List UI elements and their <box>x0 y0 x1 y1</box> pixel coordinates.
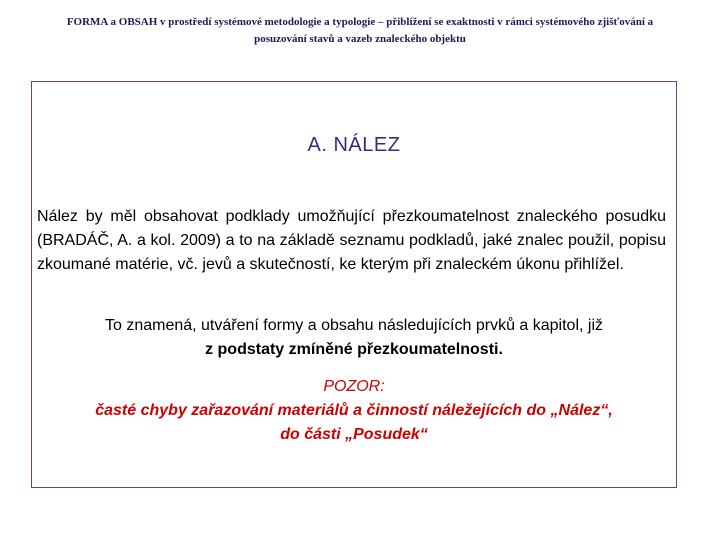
warning-label: POZOR: <box>323 378 385 395</box>
slide-title: A. NÁLEZ <box>307 134 401 156</box>
main-paragraph: Nález by měl obsahovat podklady umožňující přezkoumatelnost znaleckého posudku (BRADÁČ, A. a kol. 2009) a to na základě seznamu podkladů, jaké znalec použil, popisu zkoumané matérie, vč. jevů a skutečností, ke kterým při znaleckém úkonu přihlížel. <box>37 208 666 273</box>
warning-line-2: do části „Posudek“ <box>280 426 428 443</box>
emphasis-paragraph <box>32 314 676 362</box>
header-line-1: FORMA a OBSAH v prostředí systémové metodologie a typologie – přiblížení se exaktnosti v rámci systémového zjišťování a <box>66 16 654 28</box>
emphasis-line-1: To znamená, utváření formy a obsahu následujících prvků a kapitol, již <box>104 317 604 334</box>
emphasis-line-2: z podstaty zmíněné přezkoumatelnosti. <box>205 341 503 358</box>
warning-block <box>32 375 676 447</box>
header-line-2: posuzování stavů a vazeb znaleckého objektu <box>254 33 466 45</box>
warning-line-1: časté chyby zařazování materiálů a činností náležejících do „Nález“, <box>95 402 613 419</box>
content-frame <box>31 81 677 488</box>
slide-header <box>20 14 700 48</box>
